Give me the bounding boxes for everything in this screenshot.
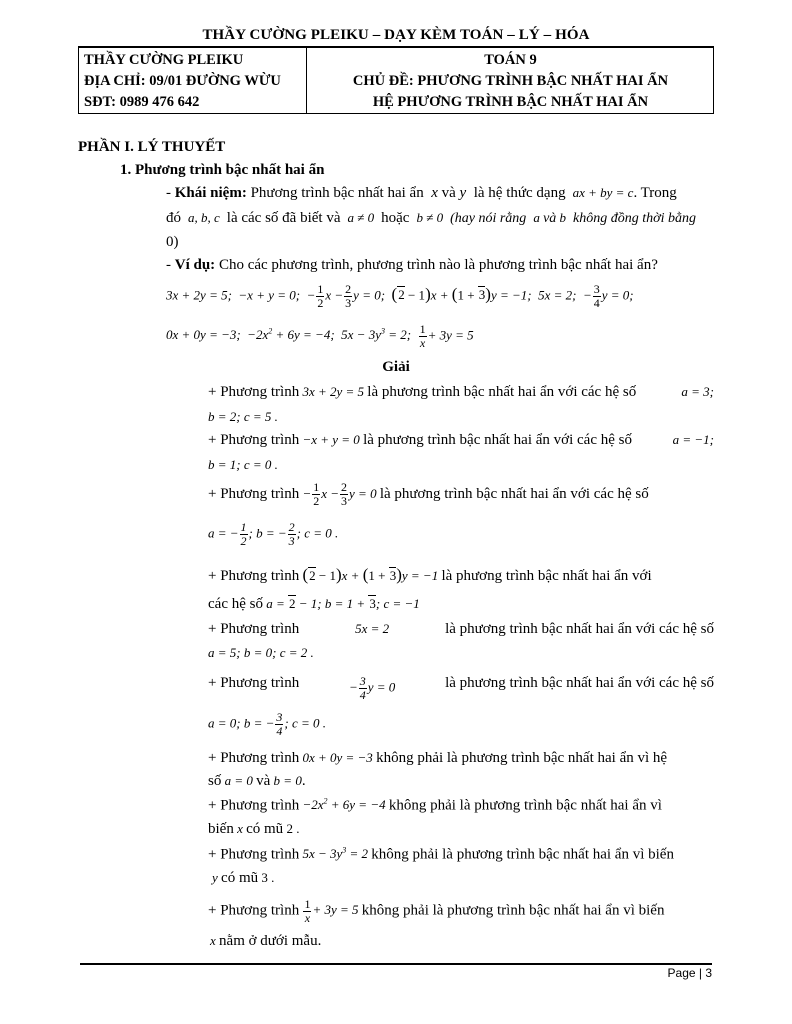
solution-item-3-line-1: + Phương trình − $\frac{1}{2}$ x − $\frac{2}{3}$ y = 0 là phương trình bậc nhất hai ẩn với các hệ số <box>208 480 649 508</box>
solution-item-7-line-2: số a = 0 và b = 0. <box>208 773 306 789</box>
concept-line-2: đó a, b, c là các số đã biết và a ≠ 0 hoặc b ≠ 0 (hay nói rằng a và b không đồng thời bằng <box>166 210 696 226</box>
solution-item-7-line-1: + Phương trình 0x + 0y = −3 không phải là phương trình bậc nhất hai ẩn vì hệ <box>208 750 668 766</box>
solution-item-9-line-2: y có mũ 3 . <box>212 870 275 886</box>
subject-label: TOÁN 9 <box>484 52 537 68</box>
solution-item-10-line-2: x nằm ở dưới mẫu. <box>210 933 322 949</box>
footer-divider <box>80 963 712 965</box>
subsection-title: 1. Phương trình bậc nhất hai ẩn <box>120 162 325 178</box>
solution-item-1-line-2: b = 2; c = 5 . <box>208 409 278 424</box>
info-table <box>78 47 714 114</box>
solution-item-4-line-2: các hệ số a = 2 − 1; b = 1 + 3; c = −1 <box>208 596 420 612</box>
section-title: PHẦN I. LÝ THUYẾT <box>78 139 226 155</box>
solution-item-8-line-1: + Phương trình $-2x^2 + 6y = -4$ không phải là phương trình bậc nhất hai ẩn vì <box>208 797 662 814</box>
header-title: THẦY CƯỜNG PLEIKU – DẠY KÈM TOÁN – LÝ – HÓA <box>202 27 590 43</box>
teacher-address: ĐỊA CHỈ: 09/01 ĐƯỜNG WỪU <box>84 73 281 89</box>
equations-row-1: 3x + 2y = 5; −x + y = 0; − $\frac{1}{2}$ x − $\frac{2}{3}$ y = 0; (2 − 1)x + (1 + 3)y = −1; 5x = 2; − $\frac{3}{4}$ y = 0; <box>166 282 634 310</box>
concept-line-3: 0) <box>166 234 179 250</box>
concept-line-1: - Khái niệm: Phương trình bậc nhất hai ẩn x và y là hệ thức dạng ax + by = c. Trong <box>166 185 677 201</box>
solution-item-10-line-1: + Phương trình $\frac{1}{x}$ + 3y = 5 không phải là phương trình bậc nhất hai ẩn vì biến <box>208 897 665 925</box>
example-label: Ví dụ: <box>174 257 216 273</box>
teacher-name: THẦY CƯỜNG PLEIKU <box>84 52 244 68</box>
solution-title: Giải <box>382 359 410 375</box>
topic-label-2: HỆ PHƯƠNG TRÌNH BẬC NHẤT HAI ẨN <box>372 94 649 110</box>
solution-item-1-line-1: + Phương trình 3x + 2y = 5 là phương trình bậc nhất hai ẩn với các hệ số a = 3; <box>208 384 714 400</box>
teacher-phone: SĐT: 0989 476 642 <box>84 94 200 110</box>
solution-item-3-line-2: a = − $\frac{1}{2}$ ; b = − $\frac{2}{3}$ ; c = 0 . <box>208 520 339 548</box>
solution-item-5-line-2: a = 5; b = 0; c = 2 . <box>208 645 314 660</box>
example-line: - Ví dụ: Cho các phương trình, phương trình nào là phương trình bậc nhất hai ẩn? <box>166 257 658 273</box>
solution-item-8-line-2: biến x có mũ 2 . <box>208 821 300 837</box>
solution-item-4-line-1: + Phương trình (2 − 1)x + (1 + 3)y = −1 là phương trình bậc nhất hai ẩn với <box>208 565 652 584</box>
solution-item-2-line-1: + Phương trình −x + y = 0 là phương trình bậc nhất hai ẩn với các hệ số a = −1; <box>208 432 714 448</box>
solution-item-5-line-1: + Phương trình 5x = 2 là phương trình bậc nhất hai ẩn với các hệ số <box>208 621 714 637</box>
solution-item-6-line-1: + Phương trình − $\frac{3}{4}$ y = 0 là phương trình bậc nhất hai ẩn với các hệ số <box>208 674 714 702</box>
solution-item-2-line-2: b = 1; c = 0 . <box>208 457 278 472</box>
equations-row-2: 0x + 0y = −3; $-2x^2 + 6y = -4$; $5x - 3y^3 = 2$; $\frac{1}{x}$ + 3y = 5 <box>166 322 474 350</box>
page-number: Page | 3 <box>667 966 712 980</box>
solution-item-9-line-1: + Phương trình $5x - 3y^3 = 2$ không phải là phương trình bậc nhất hai ẩn vì biến <box>208 846 674 863</box>
topic-label: CHỦ ĐỀ: PHƯƠNG TRÌNH BẬC NHẤT HAI ẨN <box>352 73 669 89</box>
solution-item-6-line-2: a = 0; b = − $\frac{3}{4}$ ; c = 0 . <box>208 710 327 738</box>
concept-label: Khái niệm: <box>174 185 247 201</box>
